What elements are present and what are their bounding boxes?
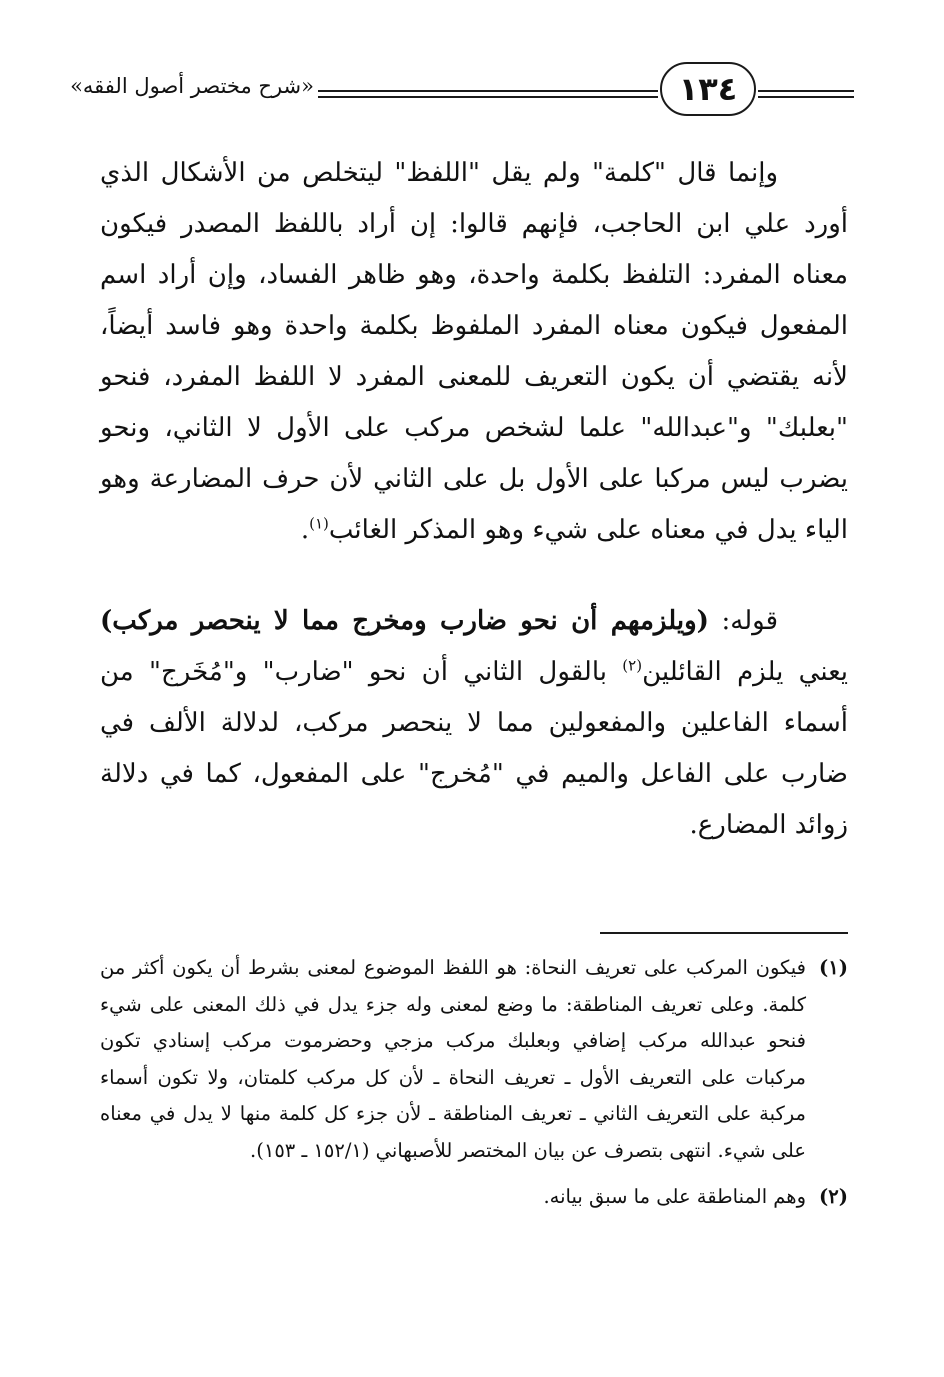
page-number: ١٣٤ <box>660 62 756 116</box>
paragraph-2-lead: قوله: <box>708 606 778 636</box>
quoted-matn: (ويلزمهم أن نحو ضارب ومخرج مما لا ينحصر مركب) <box>100 606 709 636</box>
header-title: «شرح مختصر أصول الفقه» <box>70 74 314 98</box>
header-rule <box>758 96 854 98</box>
footnote-text: وهم المناطقة على ما سبق بيانه. <box>543 1185 806 1208</box>
running-header <box>70 52 854 132</box>
footnote-text: فيكون المركب على تعريف النحاة: هو اللفظ الموضوع لمعنى بشرط أن يكون أكثر من كلمة. وعلى تعريف المناطقة: ما وضع لمعنى وله جزء يدل في ذلك المعنى على شيء فنحو عبدالله مركب إضافي وبعلبك مركب مزجي وحضرموت مركب إسنادي تكون مركبات على التعريف الأول ـ تعريف النحاة ـ لأن كل مركب كلمتان، ولا تكون أسماء مركبة على التعريف الثاني ـ تعريف المناطقة ـ لأن جزء كل كلمة منها لا يدل في معناه على شيء. انتهى بتصرف عن بيان المختصر للأصبهاني (١٥٢/١ ـ ١٥٣). <box>100 956 806 1162</box>
paragraph-1-end: . <box>300 515 310 545</box>
paragraph-1 <box>100 148 848 556</box>
footnotes <box>100 950 848 1216</box>
footnote-ref-1: (١) <box>309 514 329 533</box>
footnote-number: (٢) <box>819 1185 848 1208</box>
footnote-2 <box>100 1179 848 1216</box>
header-rule <box>318 96 658 98</box>
main-text <box>100 148 848 851</box>
paragraph-2-text-a: يعني يلزم القائلين <box>642 657 848 687</box>
footnote-ref-2: (٢) <box>622 656 643 675</box>
header-rule <box>758 90 854 92</box>
header-rule <box>318 90 658 92</box>
paragraph-2 <box>100 596 848 851</box>
footnote-number: (١) <box>819 956 848 979</box>
footnote-1 <box>100 950 848 1169</box>
paragraph-2-text-b: بالقول الثاني أن نحو "ضارب" و"مُخَرج" من أسماء الفاعلين والمفعولين مما لا ينحصر مركب، لدلالة الألف في ضارب على الفاعل والميم في "مُخرج" على المفعول، كما في دلالة زوائد المضارع. <box>100 657 848 840</box>
footnote-separator <box>600 932 848 934</box>
paragraph-1-text: وإنما قال "كلمة" ولم يقل "اللفظ" ليتخلص من الأشكال الذي أورد علي ابن الحاجب، فإنهم قالوا: إن أراد باللفظ المصدر فيكون معناه المفرد: التلفظ بكلمة واحدة، وهو ظاهر الفساد، وإن أراد اسم المفعول فيكون معناه المفرد الملفوظ بكلمة واحدة وهو فاسد أيضاً، لأنه يقتضي أن يكون التعريف للمعنى المفرد لا اللفظ المفرد، فنحو "بعلبك" و"عبدالله" علما لشخص مركب على الأول لا الثاني، ونحو يضرب ليس مركبا على الأول بل على الثاني لأن حرف المضارعة وهو الياء يدل في معناه على شيء وهو المذكر الغائب <box>100 158 848 545</box>
